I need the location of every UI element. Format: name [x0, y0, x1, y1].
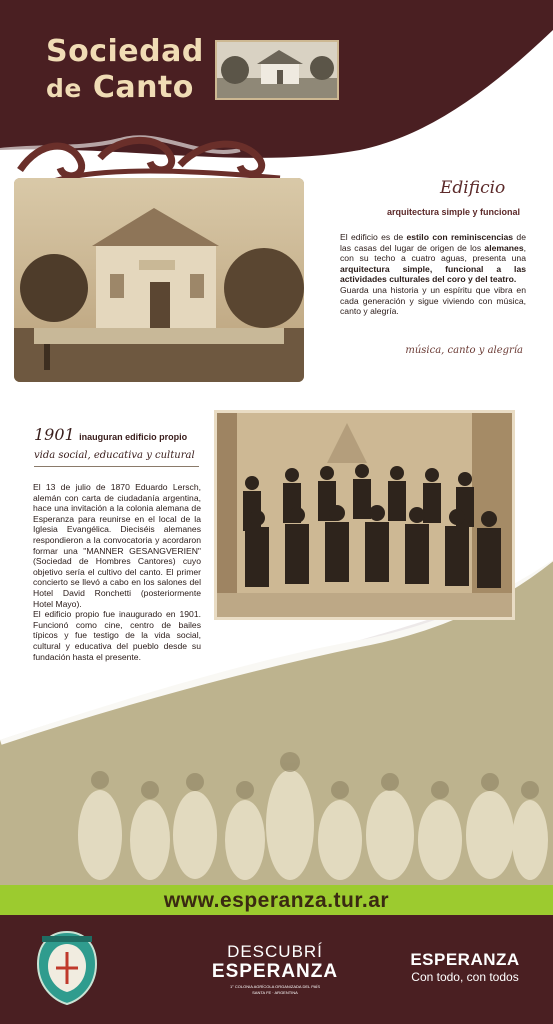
building-photo [14, 178, 304, 382]
edificio-subheading: arquitectura simple y funcional [386, 207, 520, 217]
history-paragraph-2: El edificio propio fue inaugurado en 1901. Funcionó como cine, centro de bailes típicos y fue testigo de la vida social, cultural y educativa del pueblo desde su fundación hasta el presente. [33, 609, 201, 662]
crowd-photo [60, 650, 553, 885]
page-title [46, 34, 204, 107]
brand-name: ESPERANZA [410, 950, 520, 969]
edificio-heading: Edificio [440, 178, 506, 198]
history-year: 1901 [34, 425, 75, 444]
history-divider [34, 466, 199, 467]
history-text [33, 482, 201, 662]
header-photo [215, 40, 339, 100]
website-link[interactable]: www.esperanza.tur.ar [163, 889, 390, 912]
choir-group-photo [214, 410, 515, 620]
history-heading [34, 425, 209, 445]
house-photo-image [217, 42, 337, 98]
history-paragraph-1: El 13 de julio de 1870 Eduardo Lersch, alemán con carta de ciudadanía argentina, hace una invitación a la colonia alemana de Esperanza para reunirse en el local de la Iglesia Evangélica. Dieciséis alemanes respondieron a la convocatoria y acordaron formar una "MANNER GESANGVERIEN"(Sociedad de Hombres Cantores) cuyo objetivo sería el cultivo del canto. El primer concierto se llevó a cabo en los salones del Hotel David Ronchetti (posteriormente Hotel Mayo). [33, 482, 201, 609]
brand-logo [400, 950, 530, 984]
descubri-subtext-2: SANTA FE · ARGENTINA [252, 990, 298, 995]
edificio-text [340, 232, 526, 317]
history-title: inauguran edificio propio [79, 432, 188, 442]
edificio-text-1: El edificio es de [340, 232, 407, 242]
edificio-text-4: alemanes [484, 242, 524, 253]
building-photo-image [14, 178, 304, 382]
brand-tagline: Con todo, con todos [411, 970, 519, 984]
edificio-tagline: música, canto y alegría [405, 345, 523, 356]
descubri-esperanza-text: ESPERANZA [211, 961, 339, 982]
edificio-text-6: arquitectura simple, funcional a las actividades culturales del coro y del teatro. [340, 263, 526, 285]
descubri-subtext-1: 1° COLONIA AGRÍCOLA ORGANIZADA DEL PAÍS [229, 984, 321, 989]
choir-group-image [217, 413, 512, 617]
edificio-text-5: , con su techo a cuatro aguas, presenta una [340, 242, 526, 264]
title-line1: Sociedad [46, 34, 204, 69]
esperanza-crest-icon [36, 930, 98, 1006]
descubri-text: DESCUBRÍ [227, 942, 323, 961]
descubri-logo [205, 942, 345, 996]
edificio-text-7: Guarda una historia y un espíritu que vibra en cada generación y sigue viviendo con música, canto y alegría. [340, 284, 526, 317]
history-subheading: vida social, educativa y cultural [34, 450, 195, 461]
title-de: de [46, 74, 82, 103]
edificio-text-3: de las casas del lugar de origen de los [340, 232, 526, 253]
edificio-text-2: estilo con reminiscencias [406, 232, 514, 242]
title-canto: Canto [92, 70, 194, 105]
